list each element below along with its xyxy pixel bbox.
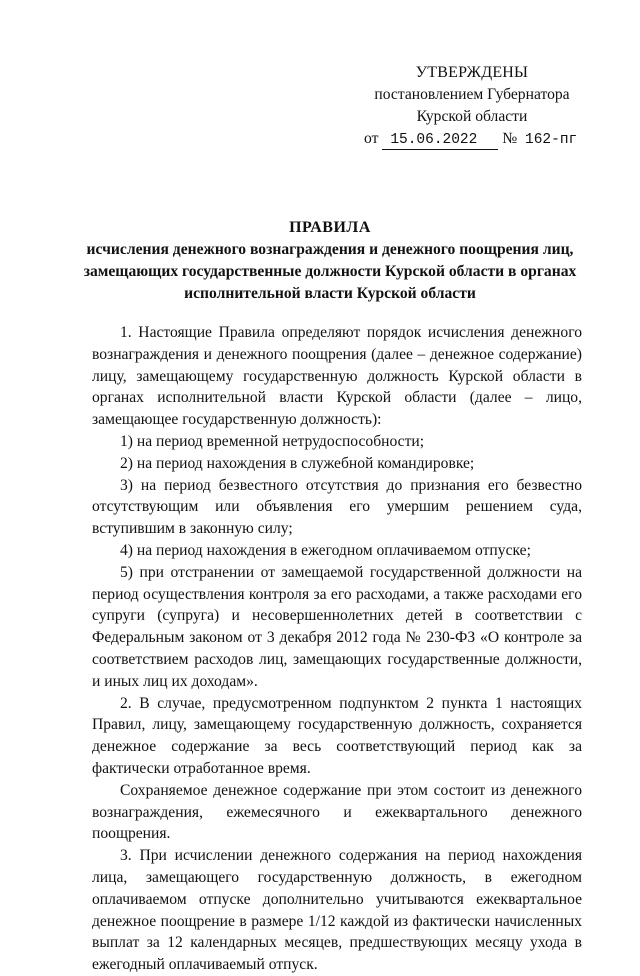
approval-number: 162-пг [525, 132, 578, 148]
paragraph: 2) на период нахождения в служебной командировке; [120, 454, 475, 472]
paragraph: 1) на период временной нетрудоспособности; [120, 432, 425, 450]
approval-date: 15.06.2022 [382, 131, 498, 150]
document-subtitle: исчисления денежного вознаграждения и денежного поощрения лиц, замещающих государственные должности Курской области в органах исполнительной власти Курской области [83, 241, 577, 302]
paragraph: Сохраняемое денежное содержание при этом состоит из денежного вознаграждения, ежемесячного и ежеквартального денежного поощрения. [92, 781, 582, 843]
approval-date-line [364, 128, 582, 150]
approval-line-1: постановлением Губернатора [374, 86, 570, 103]
paragraph: 5) при отстранении от замещаемой государственной должности на период осуществления контроля за его расходами, а также расходами его супруги (супруга) и несовершеннолетних детей в соответствии с Федеральным законом от 3 декабря 2012 года № 230-ФЗ «О контроле за соответствием расходов лиц, замещающих государственные должности, и иных лиц их доходам». [92, 563, 582, 690]
paragraph: 3) на период безвестного отсутствия до признания его безвестно отсутствующим или объявления его умершим решением суда, вступившим в законную силу; [92, 476, 582, 538]
paragraph: 3. При исчислении денежного содержания на период нахождения лица, замещающего государственную должность, в ежегодном оплачиваемом отпуске дополнительно учитываются ежеквартальное денежное поощрение в размере 1/12 каждой из фактически начисленных выплат за 12 календарных месяцев, предшествующих месяцу ухода в ежегодный оплачиваемый отпуск. [92, 847, 582, 974]
paragraph: 2. В случае, предусмотренном подпунктом 2 пункта 1 настоящих Правил, лицу, замещающему государственную должность, сохраняется денежное содержание за весь соответствующий период как за фактически отработанное время. [92, 694, 582, 777]
paragraph: 1. Настоящие Правила определяют порядок исчисления денежного вознаграждения и денежного поощрения (далее – денежное содержание) лицу, замещающему государственную должность Курской области в органах исполнительной власти Курской области (далее – лицо, замещающее государственную должность): [92, 324, 582, 429]
document-title-block [60, 217, 600, 305]
date-prefix: от [364, 130, 379, 147]
approval-stamp [362, 62, 582, 150]
document-title: ПРАВИЛА [289, 219, 371, 236]
number-prefix: № [502, 130, 518, 147]
document-body [92, 322, 582, 976]
approval-line-2: Курской области [416, 108, 528, 125]
paragraph: 4) на период нахождения в ежегодном оплачиваемом отпуске; [120, 541, 531, 559]
approval-heading: УТВЕРЖДЕНЫ [415, 64, 529, 81]
